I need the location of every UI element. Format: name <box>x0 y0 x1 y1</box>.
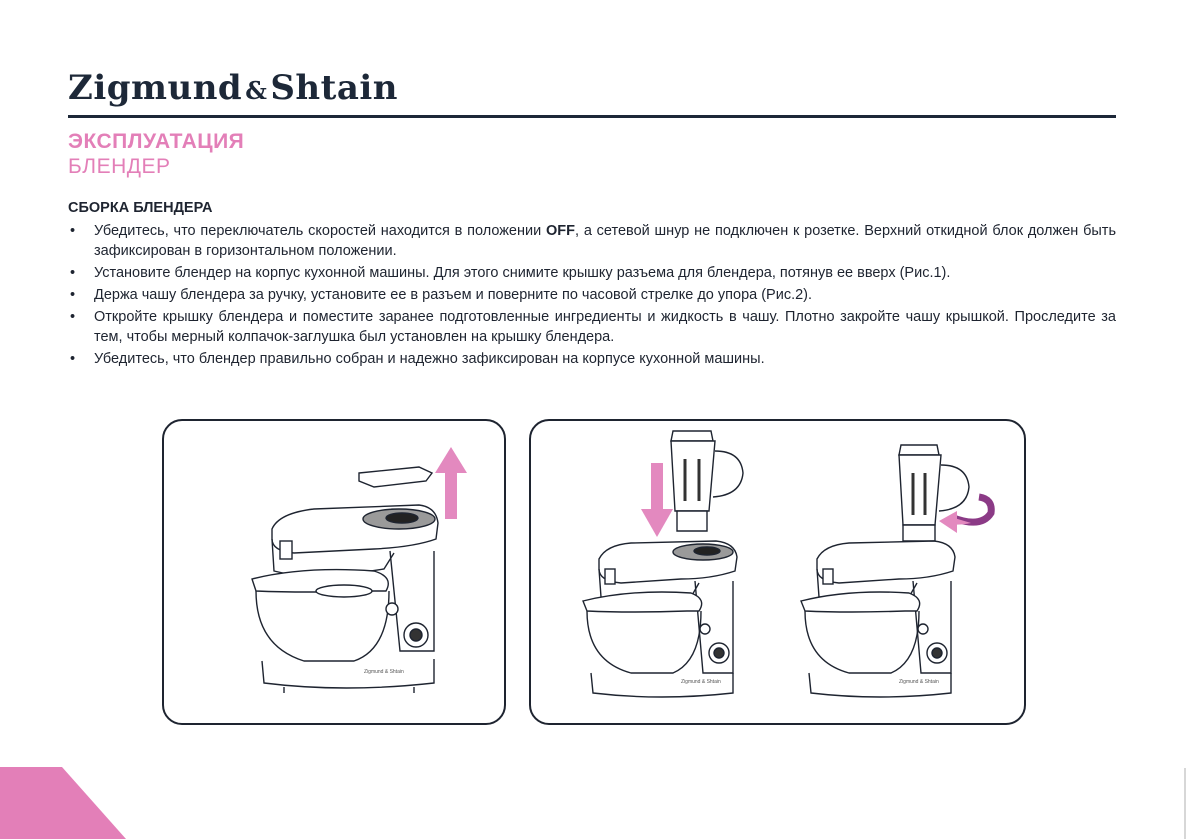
kitchen-machine-left <box>583 541 737 697</box>
mixer-brand-label: Zigmund & Shtain <box>681 679 721 685</box>
page-edge-mark <box>1184 768 1186 839</box>
figure-1-illustration <box>164 421 504 723</box>
mixer-brand-label: Zigmund & Shtain <box>899 679 939 685</box>
figure-2-install-blender <box>529 419 1026 725</box>
section-title: ЭКСПЛУАТАЦИЯ <box>68 130 245 153</box>
step-item: • Откройте крышку блендера и поместите заранее подготовленные ингредиенты и жидкость в чашу. Плотно закройте чашу крышкой. Проследите за тем, чтобы мерный колпачок-заглушка был установлен на крышку блендера. <box>68 307 1116 347</box>
logo-ampersand: & <box>245 76 268 105</box>
step-item: • Убедитесь, что блендер правильно собран и надежно зафиксирован на корпусе кухонной машины. <box>68 349 1116 369</box>
mixer-brand-label: Zigmund & Shtain <box>364 669 404 675</box>
section-subtitle: БЛЕНДЕР <box>68 155 171 178</box>
kitchen-machine-right <box>801 541 955 697</box>
step-item: • Держа чашу блендера за ручку, установите ее в разъем и поверните по часовой стрелке до упора (Рис.2). <box>68 285 1116 305</box>
figure-2-illustration <box>531 421 1024 723</box>
assembly-steps <box>68 221 1116 371</box>
header-divider <box>68 115 1116 118</box>
step-item: • Убедитесь, что переключатель скоростей находится в положении OFF, а сетевой шнур не подключен к розетке. Верхний откидной блок должен быть зафиксирован в горизонтальном положении. <box>68 221 1116 261</box>
logo-text-1: Zigmund <box>68 68 243 108</box>
kitchen-machine-drawing <box>252 467 438 693</box>
blender-jar-left <box>671 431 743 531</box>
blender-jar-right <box>899 445 969 541</box>
brand-logo <box>68 68 398 108</box>
off-position: OFF <box>546 223 575 239</box>
page-corner-decoration <box>0 767 130 839</box>
assembly-heading: СБОРКА БЛЕНДЕРА <box>68 200 213 216</box>
arrow-down-icon <box>641 463 673 537</box>
logo-text-2: Shtain <box>270 68 399 108</box>
step-item: • Установите блендер на корпус кухонной машины. Для этого снимите крышку разъема для блендера, потянув ее вверх (Рис.1). <box>68 263 1116 283</box>
figure-1-remove-cover <box>162 419 506 725</box>
arrow-up-icon <box>435 447 467 519</box>
